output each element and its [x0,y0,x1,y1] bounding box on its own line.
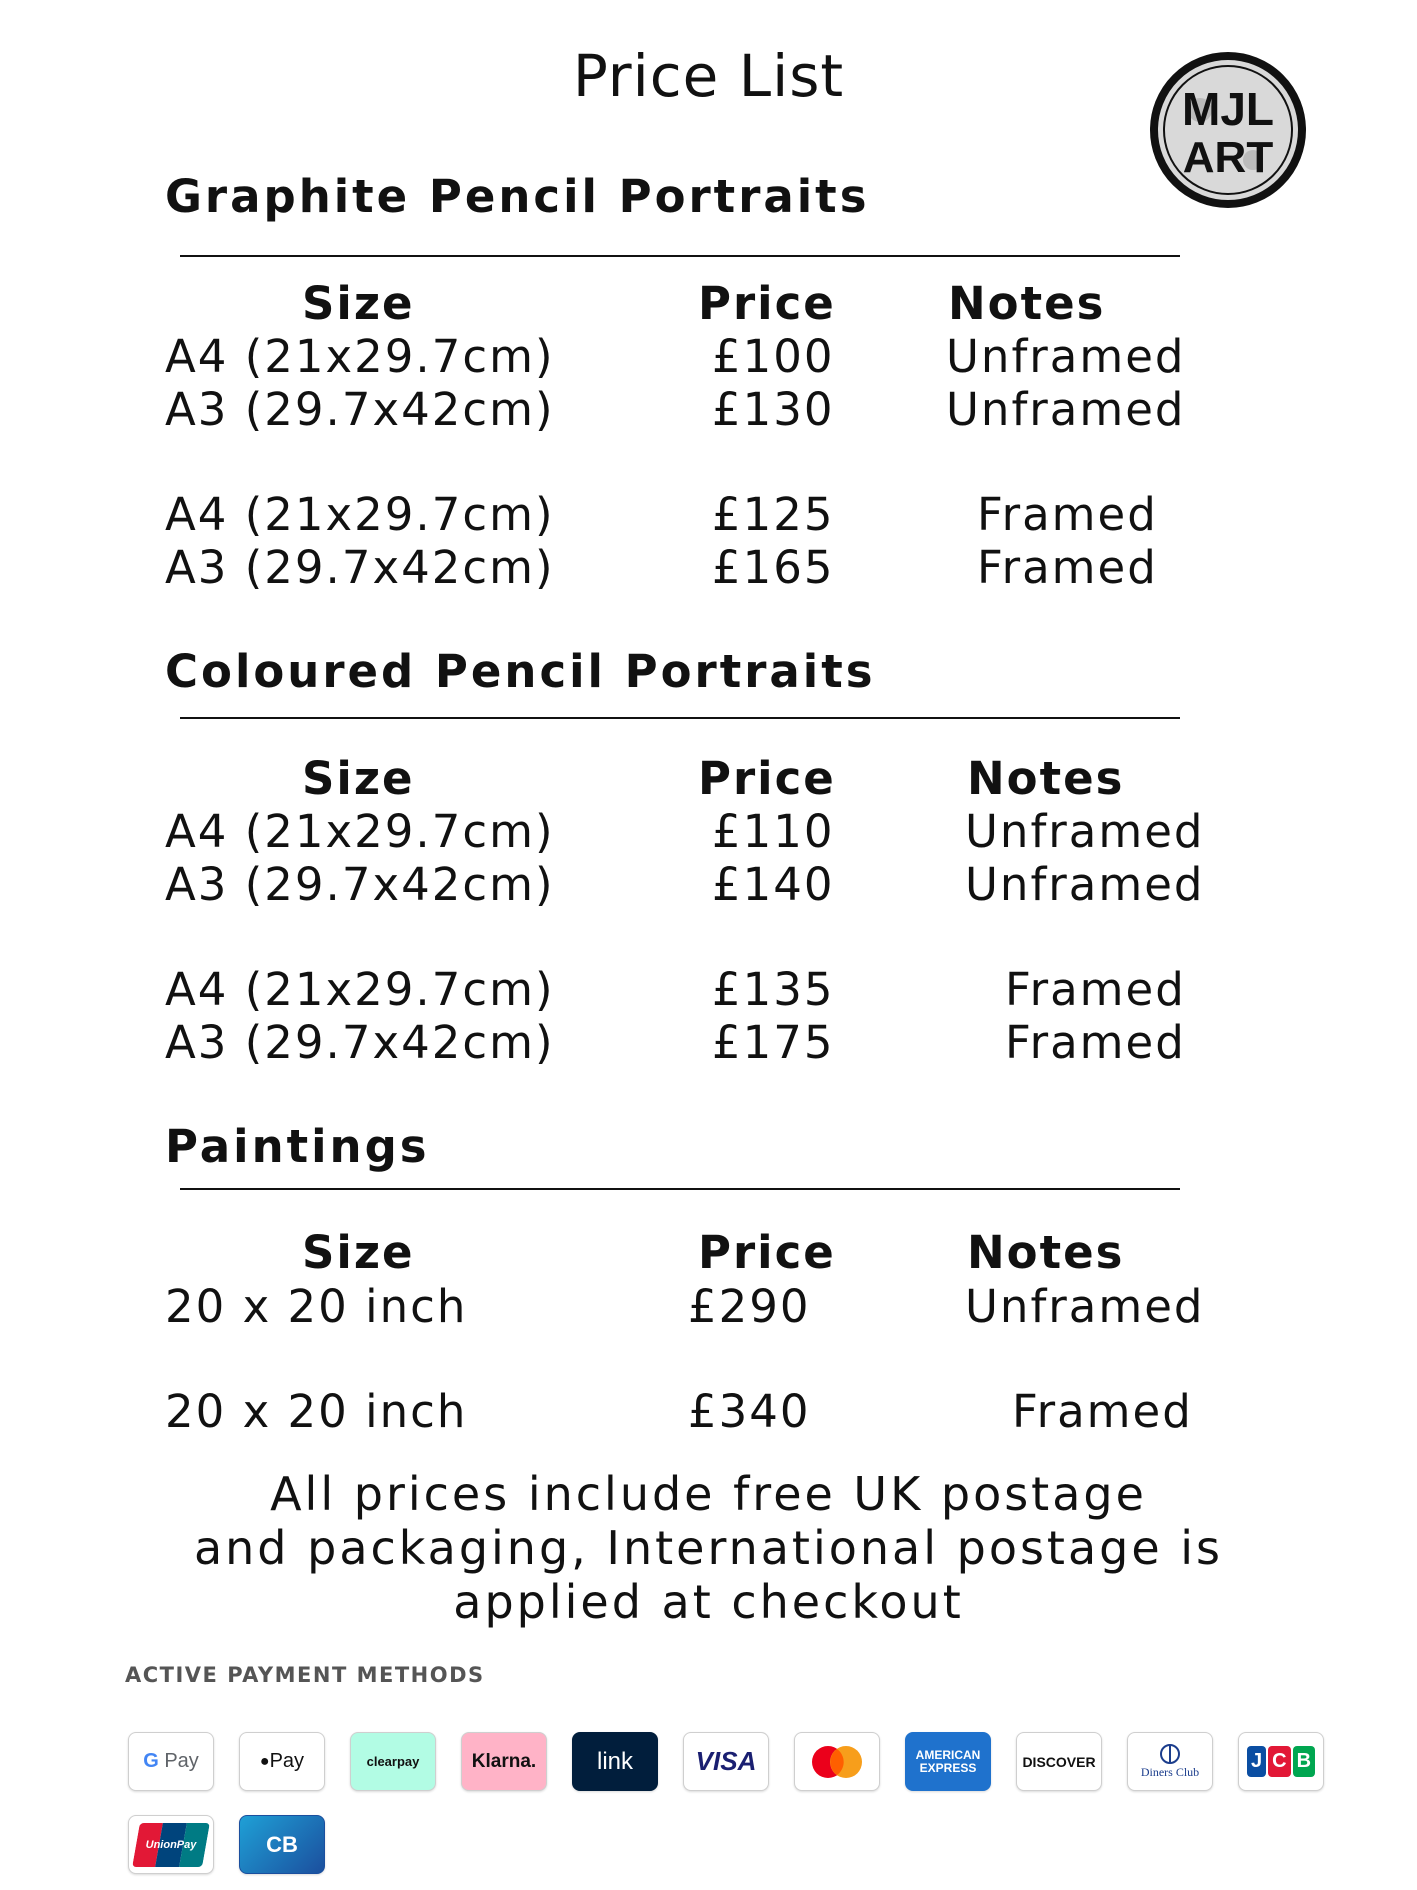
row-size: 20 x 20 inch [165,1280,468,1333]
section-title-coloured: Coloured Pencil Portraits [165,645,876,698]
row-price: £175 [712,1016,835,1069]
clearpay-icon: clearpay [350,1732,436,1791]
section-divider [180,255,1180,257]
mjl-art-logo [1148,50,1308,210]
unionpay-icon: UnionPay [128,1815,214,1874]
klarna-icon: Klarna. [461,1732,547,1791]
postage-note-line-1: All prices include free UK postage [270,1467,1147,1521]
row-price: £110 [712,805,835,858]
logo-line-1: MJL [1182,83,1274,135]
row-size: A4 (21x29.7cm) [165,805,555,858]
row-notes: Unframed [965,858,1205,911]
row-notes: Unframed [965,1280,1205,1333]
payment-methods-label: ACTIVE PAYMENT METHODS [125,1663,485,1687]
link-icon: link [572,1732,658,1791]
row-price: £340 [688,1385,811,1438]
column-header-notes: Notes [967,1226,1125,1279]
google-pay-icon: G Pay [128,1732,214,1791]
row-notes: Unframed [946,383,1186,436]
row-price: £100 [712,330,835,383]
row-size: A4 (21x29.7cm) [165,330,555,383]
row-notes: Framed [977,541,1158,594]
row-size: A4 (21x29.7cm) [165,963,555,1016]
row-price: £140 [712,858,835,911]
section-divider [180,1188,1180,1190]
diners-club-icon: Diners Club [1127,1732,1213,1791]
row-notes: Framed [1005,963,1186,1016]
mastercard-icon [794,1732,880,1791]
jcb-icon: J C B [1238,1732,1324,1791]
row-size: A3 (29.7x42cm) [165,541,555,594]
row-size: A4 (21x29.7cm) [165,488,555,541]
row-size: A3 (29.7x42cm) [165,858,555,911]
postage-note-line-2: and packaging, International postage is [193,1521,1224,1575]
column-header-notes: Notes [948,277,1106,330]
row-price: £135 [712,963,835,1016]
row-price: £290 [688,1280,811,1333]
amex-icon: AMERICAN EXPRESS [905,1732,991,1791]
column-header-size: Size [302,752,415,805]
row-size: A3 (29.7x42cm) [165,383,555,436]
page-title: Price List [572,42,845,110]
column-header-size: Size [302,1226,415,1279]
row-notes: Framed [977,488,1158,541]
row-price: £165 [712,541,835,594]
apple-pay-icon: ● Pay [239,1732,325,1791]
row-price: £125 [712,488,835,541]
row-price: £130 [712,383,835,436]
section-title-paintings: Paintings [165,1120,430,1173]
row-notes: Framed [1012,1385,1193,1438]
cb-icon: CB [239,1815,325,1874]
column-header-size: Size [302,277,415,330]
row-notes: Unframed [965,805,1205,858]
section-divider [180,717,1180,719]
row-notes: Framed [1005,1016,1186,1069]
row-notes: Unframed [946,330,1186,383]
column-header-notes: Notes [967,752,1125,805]
logo-line-2: ART [1182,133,1274,182]
row-size: 20 x 20 inch [165,1385,468,1438]
column-header-price: Price [698,1226,836,1279]
column-header-price: Price [698,277,836,330]
visa-icon: VISA [683,1732,769,1791]
column-header-price: Price [698,752,836,805]
row-size: A3 (29.7x42cm) [165,1016,555,1069]
section-title-graphite: Graphite Pencil Portraits [165,170,870,223]
discover-icon: DISCOVER [1016,1732,1102,1791]
postage-note-line-3: applied at checkout [453,1575,964,1629]
